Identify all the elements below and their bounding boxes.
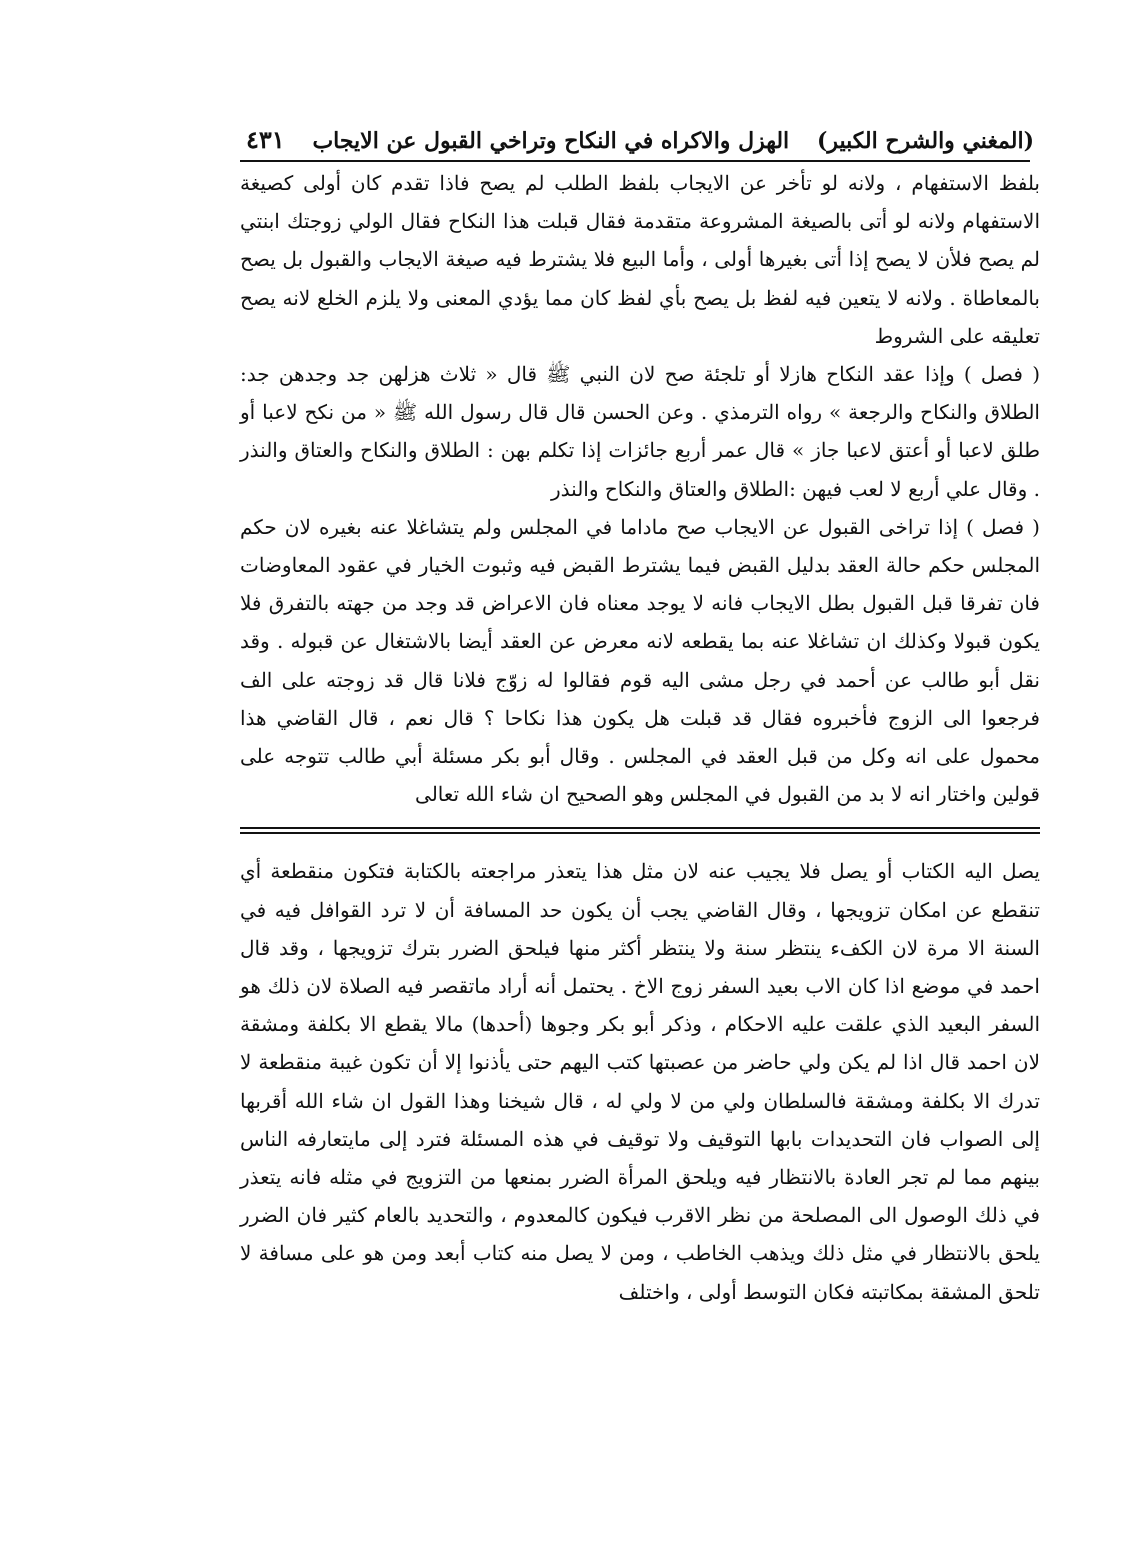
- paragraph: ( فصل ) وإذا عقد النكاح هازلا أو تلجئة صح لان النبي ﷺ قال « ثلاث هزلهن جد وجدهن جد: الطلاق والنكاح والرجعة » رواه الترمذي . وعن الحسن قال قال رسول الله ﷺ « من نكح لاعبا أو طلق لاعبا أو أعتق لاعبا جاز » قال عمر أربع جائزات إذا تكلم بهن : الطلاق والنكاح والعتاق والنذر . وقال علي أربع لا لعب فيهن :الطلاق والعتاق والنكاح والنذر: [240, 362, 1040, 501]
- main-text: [240, 164, 1040, 813]
- footnote-separator: [240, 827, 1040, 834]
- book-title: (المغني والشرح الكبير): [816, 128, 1034, 154]
- page-number: ٤٣١: [246, 125, 285, 154]
- footnote-text: [240, 852, 1040, 1310]
- header-rule: [240, 160, 1030, 162]
- paragraph: بلفظ الاستفهام ، ولانه لو تأخر عن الايجاب بلفظ الطلب لم يصح فاذا تقدم كان أولى كصيغة الاستفهام ولانه لو أتى بالصيغة المشروعة متقدمة فقال قبلت هذا النكاح فقال الولي زوجتك ابنتي لم يصح فلأن لا يصح إذا أتى بغيرها أولى ، وأما البيع فلا يشترط فيه صيغة الايجاب والقبول بل يصح بالمعاطاة . ولانه لا يتعين فيه لفظ بل يصح بأي لفظ كان مما يؤدي المعنى ولا يلزم الخلع لانه يصح تعليقه على الشروط: [240, 171, 1040, 348]
- running-header: [240, 110, 1040, 154]
- footnote-paragraph: يصل اليه الكتاب أو يصل فلا يجيب عنه لان مثل هذا يتعذر مراجعته بالكتابة فتكون منقطعة أي تنقطع عن امكان تزويجها ، وقال القاضي يجب أن يكون حد المسافة أن لا ترد القوافل فيه في السنة الا مرة لان الكفء ينتظر سنة ولا ينتظر أكثر منها فيلحق الضرر بترك تزويجها ، وقد قال احمد في موضع اذا كان الاب بعيد السفر زوج الاخ . يحتمل أنه أراد ماتقصر فيه الصلاة لان ذلك هو السفر البعيد الذي علقت عليه الاحكام ، وذكر أبو بكر وجوها (أحدها) مالا يقطع الا بكلفة ومشقة لان احمد قال اذا لم يكن ولي حاضر من عصبتها كتب اليهم حتى يأذنوا إلا أن تكون غيبة منقطعة لا تدرك الا بكلفة ومشقة فالسلطان ولي من لا ولي له ، قال شيخنا وهذا القول ان شاء الله أقربها إلى الصواب فان التحديدات بابها التوقيف ولا توقيف في هذه المسئلة فترد إلى مايتعارفه الناس بينهم مما لم تجر العادة بالانتظار فيه ويلحق المرأة الضرر بمنعها من التزويج في مثله فانه يتعذر في ذلك الوصول الى المصلحة من نظر الاقرب فيكون كالمعدوم ، والتحديد بالعام كثير فان الضرر يلحق بالانتظار في مثل ذلك ويذهب الخاطب ، ومن لا يصل منه كتاب أبعد ومن هو على مسافة لا تلحق المشقة بمكاتبته فكان التوسط أولى ، واختلف: [240, 859, 1041, 1304]
- document-page: [240, 110, 1040, 1311]
- chapter-title: الهزل والاكراه في النكاح وتراخي القبول عن الايجاب: [312, 128, 790, 154]
- paragraph: ( فصل ) إذا تراخى القبول عن الايجاب صح ماداما في المجلس ولم يتشاغلا عنه بغيره لان حكم المجلس حكم حالة العقد بدليل القبض فيما يشترط القبض فيه وثبوت الخيار في عقود المعاوضات فان تفرقا قبل القبول بطل الايجاب فانه لا يوجد معناه فان الاعراض قد وجد من جهته بالتفرق فلا يكون قبولا وكذلك ان تشاغلا عنه بما يقطعه لانه معرض عن العقد أيضا بالاشتغال عن قبوله . وقد نقل أبو طالب عن أحمد في رجل مشى اليه قوم فقالوا له زوّج فلانا قال قد زوجته على الف فرجعوا الى الزوج فأخبروه فقال قد قبلت هل يكون هذا نكاحا ؟ قال نعم ، قال القاضي هذا محمول على انه وكل من قبل العقد في المجلس . وقال أبو بكر مسئلة أبي طالب تتوجه على قولين واختار انه لا بد من القبول في المجلس وهو الصحيح ان شاء الله تعالى: [240, 514, 1040, 807]
